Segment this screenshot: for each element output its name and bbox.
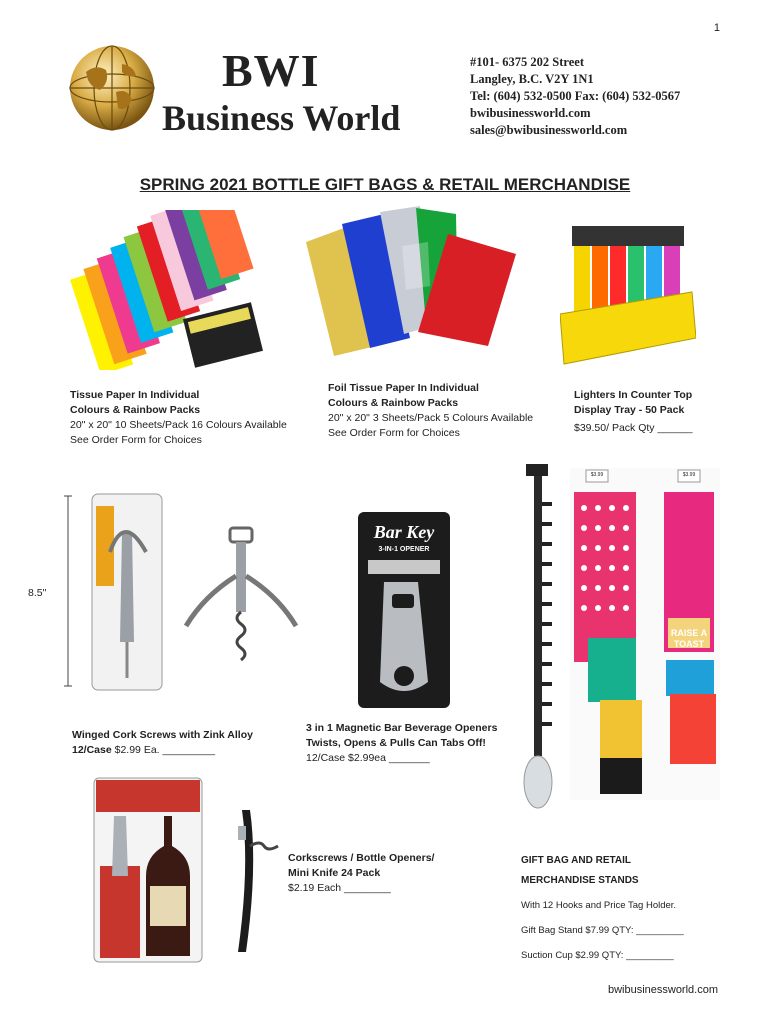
dimension-label: 8.5" [28,587,47,599]
corkscrew-line-3: $2.19 Each ________ [288,882,391,894]
lighters-line-1: Lighters In Counter Top [574,389,693,401]
email-link[interactable]: sales@bwibusinessworld.com [470,123,628,137]
brand-bwi: BWI [222,45,320,96]
bar-key-subtitle: 3-IN-1 OPENER [378,546,430,553]
tissue-paper-description [70,388,287,448]
foil-description [328,381,533,441]
stands-description [521,851,684,966]
stands-line-1: GIFT BAG AND RETAIL [521,855,631,866]
wine-corkscrew-package-image [92,776,204,964]
foil-line-2: Colours & Rainbow Packs [328,397,459,409]
phone-fax: Tel: (604) 532-0500 Fax: (604) 532-0567 [470,89,681,103]
price-tag-1: $3.99 [590,472,604,478]
opener-line-1: 3 in 1 Magnetic Bar Beverage Openers [306,722,498,734]
lighters-display-image [560,218,696,368]
tissue-line-3: 20" x 20" 10 Sheets/Pack 16 Colours Available [70,419,287,431]
gift-bag-stand-image [512,462,562,824]
tissue-line-4: See Order Form for Choices [70,434,202,446]
bar-key-title: Bar Key [373,522,435,542]
opener-line-3: 12/Case $2.99ea _______ [306,752,430,764]
winged-line-1: Winged Cork Screws with Zink Alloy [72,729,253,741]
footer-website[interactable]: bwibusinessworld.com [607,984,718,996]
foil-line-3: 20" x 20" 3 Sheets/Pack 5 Colours Available [328,412,534,424]
winged-price: $2.99 Ea. _________ [114,744,216,756]
gift-bag-print: RAISE A TOAST [670,628,708,649]
corkscrew-line-1: Corkscrews / Bottle Openers/ [288,852,435,864]
foil-tissue-image [298,206,523,356]
website-link[interactable]: bwibusinessworld.com [470,106,591,120]
globe-logo-icon [66,42,158,134]
lighters-line-3: $39.50/ Pack Qty ______ [574,422,693,434]
corkscrew-line-2: Mini Knife 24 Pack [288,867,381,879]
lighters-line-2: Display Tray - 50 Pack [574,404,685,416]
corkscrew-description [288,851,434,896]
winged-corkscrew-description [72,728,253,758]
tissue-line-2: Colours & Rainbow Packs [70,404,201,416]
tissue-paper-image [58,210,278,370]
opener-line-2: Twists, Opens & Pulls Can Tabs Off! [306,737,486,749]
page-number: 1 [713,22,720,34]
stands-line-3: With 12 Hooks and Price Tag Holder. [521,900,677,911]
stands-line-2: MERCHANDISE STANDS [521,875,639,886]
tissue-line-1: Tissue Paper In Individual [70,389,200,401]
bar-opener-description [306,721,497,766]
waiter-corkscrew-image [220,806,280,956]
foil-line-4: See Order Form for Choices [328,427,460,439]
foil-line-1: Foil Tissue Paper In Individual [328,382,479,394]
lighters-description [574,388,693,436]
address-line-1: #101- 6375 202 Street [470,55,584,69]
address-line-2: Langley, B.C. V2Y 1N1 [470,72,594,86]
brand-business-world: Business World [162,98,401,138]
stands-line-5: Suction Cup $2.99 QTY: _________ [521,950,674,961]
winged-case: 12/Case [72,744,112,756]
contact-block [470,54,680,139]
price-tag-2: $3.99 [682,472,696,478]
winged-corkscrew-image [184,526,299,666]
page-title: SPRING 2021 BOTTLE GIFT BAGS & RETAIL MERCHANDISE [139,175,631,194]
stands-line-4: Gift Bag Stand $7.99 QTY: _________ [521,925,684,936]
winged-corkscrew-package-image [62,492,172,692]
